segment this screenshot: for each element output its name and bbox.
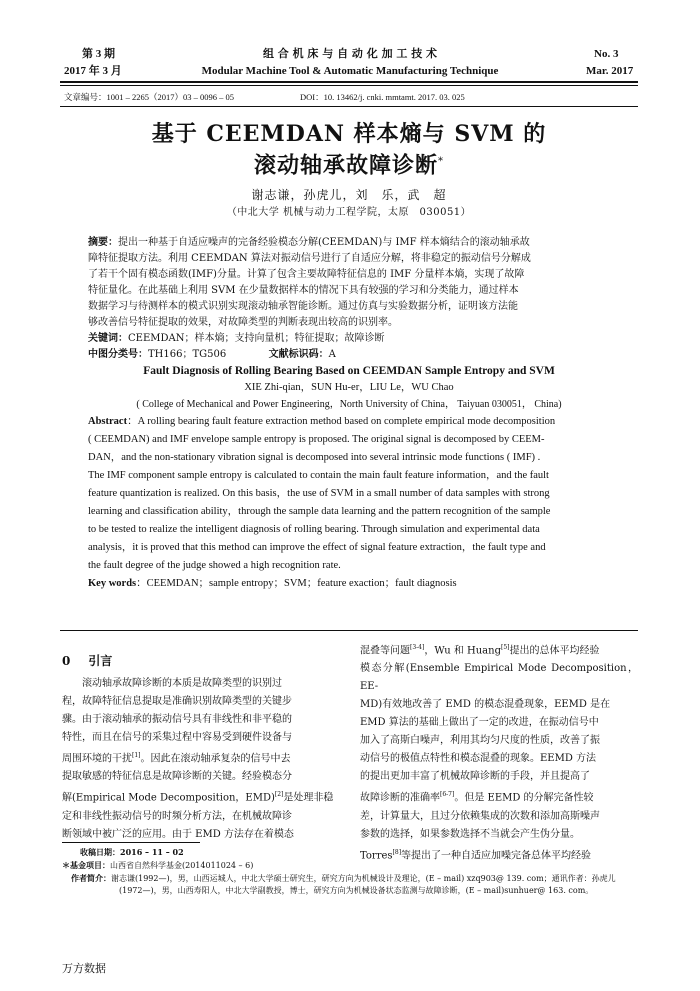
header-issue-en: No. 3 xyxy=(594,48,619,60)
citation-marker: [2] xyxy=(274,791,284,799)
clc-code: TH166；TG506 xyxy=(148,349,227,360)
doc-code-label: 文献标识码： xyxy=(268,349,329,360)
keywords-en-text: ：CEEMDAN；sample entropy；SVM；feature exaction；fault diagnosis xyxy=(136,578,457,589)
body-line: 程，故障特征信息提取是准确识别故障类型的关键步 xyxy=(62,696,292,707)
header-date-cn: 2017 年 3 月 xyxy=(64,65,122,77)
abstract-en-line: ：A rolling bearing fault feature extraction method based on complete empirical mode decomposition xyxy=(127,416,556,427)
keywords-cn-text: CEEMDAN；样本熵；支持向量机；特征提取；故障诊断 xyxy=(128,333,385,344)
body-line: 参数的选择，如果参数选择不当就会产生伪分量。 xyxy=(360,828,580,840)
paper-title-line2 xyxy=(60,146,638,181)
journal-name-cn: 组 合 机 床 与 自 动 化 加 工 技 术 xyxy=(262,47,438,60)
body-line: 加入了高斯白噪声，利用其均匀尺度的性质，改善了振 xyxy=(360,735,600,747)
abstract-en-line: The IMF component sample entropy is calculated to contain the main fault feature information，and the fault xyxy=(88,470,549,481)
abstract-cn-line: 够改善信号特征提取的效果，对故障类型的判断表现出较高的识别率。 xyxy=(88,317,398,328)
author-bio-line1: 谢志谦(1992—)，男，山西运城人，中北大学硕士研究生，研究方向为机械设计及理论，(E – mail) xzq903@ 139. com；通讯作者：孙虎儿 xyxy=(111,874,616,883)
body-line: 动信号的极值点特性和模态混叠的现象。EEMD 方法 xyxy=(360,753,597,765)
body-left-column xyxy=(62,675,338,844)
english-authors: XIE Zhi-qian，SUN Hu-er，LIU Le，WU Chao xyxy=(244,382,454,393)
footnote-rule xyxy=(62,842,200,843)
body-line: 断领域中被广泛的应用。由于 EMD 方法存在着模态 xyxy=(62,828,294,840)
abstract-cn-line: 特征量化。在此基础上利用 SVM 在少量数据样本的情况下具有较强的学习和分类能力，通过样本 xyxy=(88,285,519,296)
abstract-en-line: to be tested to realize the intelligent diagnosis of rolling bearing. Through simulation and experimental data xyxy=(88,524,540,535)
journal-name-en: Modular Machine Tool & Automatic Manufacturing Technique xyxy=(201,65,499,77)
body-line: 的提出更加丰富了机械故障诊断的手段，并且提高了 xyxy=(360,771,590,783)
body-line: 滚动轴承故障诊断的本质是故障类型的识别过 xyxy=(82,678,282,689)
keywords-en-label: Key words xyxy=(88,578,137,589)
doi: DOI：10. 13462/j. cnki. mmtamt. 2017. 03. 025 xyxy=(300,92,465,102)
citation-marker: [5] xyxy=(500,644,510,651)
body-line: MD)有效地改善了 EMD 的模态混叠现象，EEMD 是在 xyxy=(360,699,611,711)
citation-marker: [6-7] xyxy=(440,791,455,799)
footnotes xyxy=(62,846,642,897)
body-rule xyxy=(60,630,638,631)
english-title: Fault Diagnosis of Rolling Bearing Based on CEEMDAN Sample Entropy and SVM xyxy=(143,365,555,377)
affiliation: （中北大学 机械与动力工程学院，太原 030051） xyxy=(226,207,472,218)
section-title: 引言 xyxy=(88,654,113,668)
body-line: 故障诊断的准确率[6-7]。但是 EEMD 的分解完备性较 xyxy=(360,791,594,804)
author-bio-label: 作者简介： xyxy=(71,873,111,883)
abstract-en-line: DAN，and the non-stationary vibration signal is decomposed into several intrinsic mode functions ( IMF) . xyxy=(88,452,541,463)
paper-title-line2-text: 滚动轴承故障诊断 xyxy=(253,152,438,179)
authors: 谢志谦，孙虎儿，刘 乐，武 超 xyxy=(251,188,447,202)
abstract-cn-line: 提出一种基于自适应噪声的完备经验模态分解(CEEMDAN)与 IMF 样本熵结合的滚动轴承故 xyxy=(118,237,530,248)
body-line: 周围环境的干扰[1]。因此在滚动轴承复杂的信号中去 xyxy=(62,752,291,765)
section-number: 0 xyxy=(62,654,71,668)
body-line: 定和非线性振动信号的时频分析方法，在机械故障诊 xyxy=(62,810,292,822)
classification-row xyxy=(88,347,612,363)
keywords-en xyxy=(88,575,612,593)
body-line: EMD 算法的基础上做出了一定的改进，在振动信号中 xyxy=(360,717,599,729)
citation-marker: [1] xyxy=(132,752,141,759)
body-line: 差，计算量大，且过分依赖集成的次数和添加高斯噪声 xyxy=(360,810,600,822)
body-line: 解(Empirical Mode Decomposition，EMD)[2]是处理非稳 xyxy=(62,791,334,804)
author-bio-line2: (1972—)，男，山西寿阳人，中北大学副教授，博士，研究方向为机械设备状态监测与故障诊断，(E – mail)sunhuer@ 163. com。 xyxy=(119,886,594,895)
body-line: 骤。由于滚动轴承的振动信号具有非线性和非平稳的 xyxy=(62,714,292,725)
body-line: 特性，而且在信号的采集过程中容易受到硬件设备与 xyxy=(62,732,292,743)
article-number: 文章编号：1001 – 2265（2017）03 – 0096 – 05 xyxy=(64,92,235,102)
abstract-en-line: ( CEEMDAN) and IMF envelope sample entropy is proposed. The original signal is decomposed by CEEM- xyxy=(88,434,545,445)
header-rule-thick xyxy=(60,81,638,83)
abstract-en-label: Abstract xyxy=(88,416,128,427)
body-line: 混叠等问题[3-4]，Wu 和 Huang[5]提出的总体平均经验 xyxy=(360,644,600,657)
abstract-cn xyxy=(88,235,612,363)
body-line: 模态分解(Ensemble Empirical Mode Decomposition，EE- xyxy=(360,663,638,693)
abstract-en-line: feature quantization is realized. On this basis，the use of SVM in a small number of data samples with strong xyxy=(88,488,550,499)
body-right-column xyxy=(360,639,638,865)
abstract-cn-line: 了若干个固有模态函数(IMF)分量。计算了包含主要故障特征信息的 IMF 分量样本熵，实现了故障 xyxy=(88,269,525,280)
keywords-cn-label: 关键词： xyxy=(88,333,128,344)
citation-marker: [8] xyxy=(392,848,402,856)
keywords-cn xyxy=(88,331,612,347)
abstract-cn-line: 障特征提取方法。利用 CEEMDAN 算法对振动信号进行了自适应分解，将非稳定的振动信号分解成 xyxy=(88,253,531,264)
abstract-en-line: the fault degree of the judge showed a high recognition rate. xyxy=(88,560,341,571)
abstract-en-line: learning and classification ability，through the sample data learning and the pattern recognition of the sample xyxy=(88,506,551,517)
abstract-en xyxy=(88,413,612,593)
body-line: 提取敏感的特征信息是故障诊断的关键。经验模态分 xyxy=(62,771,292,783)
meta-rule xyxy=(60,106,638,107)
english-affiliation: ( College of Mechanical and Power Engineering，North University of China， Taiyuan 030051， China) xyxy=(136,399,562,410)
header-date-en: Mar. 2017 xyxy=(586,65,634,77)
body-line: Torres[8]等提出了一种自适应加噪完备总体平均经验 xyxy=(360,848,592,861)
abstract-cn-label: 摘要： xyxy=(88,237,118,248)
footer-wanfang: 万方数据 xyxy=(62,962,106,975)
header-rule-thin xyxy=(60,85,638,86)
paper-title-line1: 基于 CEEMDAN 样本熵与 SVM 的 xyxy=(151,121,547,147)
abstract-en-line: analysis，it is proved that this method can improve the effect of signal feature extraction，the fault type and xyxy=(88,542,546,553)
abstract-cn-line: 数据学习与待测样本的模式识别实现滚动轴承智能诊断。通过仿真与实验数据分析，证明该方法能 xyxy=(88,301,518,312)
section-heading xyxy=(62,652,112,670)
fund-text: 山西省自然科学基金(2014011024 – 6) xyxy=(110,861,254,870)
title-footnote-mark: * xyxy=(438,156,444,167)
header-issue-cn: 第 3 期 xyxy=(82,48,115,60)
citation-marker: [3-4] xyxy=(410,644,425,651)
fund-label: ＊基金项目： xyxy=(62,860,110,870)
doc-code: A xyxy=(328,349,336,360)
clc-label: 中图分类号： xyxy=(88,349,148,360)
received-date: 收稿日期：2016 – 11 – 02 xyxy=(80,847,184,857)
